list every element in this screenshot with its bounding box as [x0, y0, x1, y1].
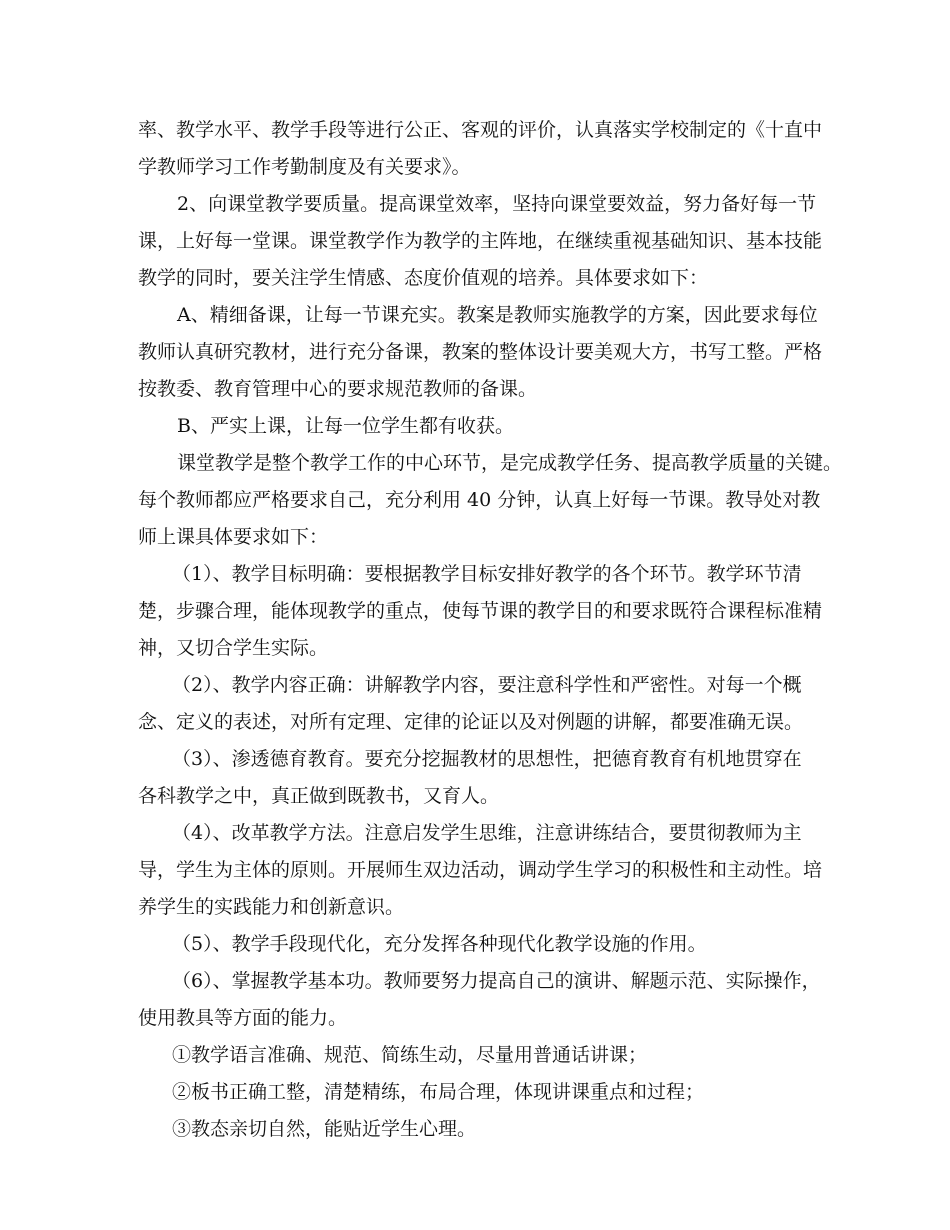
text-line: 2、向课堂教学要质量。提高课堂效率，坚持向课堂要效益，努力备好每一节: [177, 193, 817, 215]
text-line: 使用教具等方面的能力。: [138, 1007, 348, 1029]
text-line: ③教态亲切自然，能贴近学生心理。: [172, 1118, 477, 1140]
text-line: 课，上好每一堂课。课堂教学作为教学的主阵地，在继续重视基础知识、基本技能: [138, 230, 823, 252]
text-line: （4）、改革教学方法。注意启发学生思维，注意讲练结合，要贯彻教师为主: [172, 822, 802, 844]
text-line: 楚，步骤合理，能体现教学的重点，使每节课的教学目的和要求既符合课程标准精: [138, 600, 823, 622]
text-line: 课堂教学是整个教学工作的中心环节，是完成教学任务、提高教学质量的关键。: [177, 452, 843, 474]
text-line: 按教委、教育管理中心的要求规范教师的备课。: [138, 378, 538, 400]
text-line: 养学生的实践能力和创新意识。: [138, 896, 405, 918]
text-line: 师上课具体要求如下：: [138, 526, 329, 548]
text-line: 导，学生为主体的原则。开展师生双边活动，调动学生学习的积极性和主动性。培: [138, 859, 823, 881]
text-line: 神，又切合学生实际。: [138, 637, 329, 659]
text-line: ①教学语言准确、规范、简练生动，尽量用普通话讲课；: [172, 1044, 648, 1066]
text-line: 教学的同时，要关注学生情感、态度价值观的培养。具体要求如下：: [138, 267, 709, 289]
text-line: ②板书正确工整，清楚精练，布局合理，体现讲课重点和过程；: [172, 1081, 705, 1103]
text-line: A、精细备课，让每一节课充实。教案是教师实施教学的方案，因此要求每位: [177, 304, 818, 326]
text-line: 教师认真研究教材，进行充分备课，教案的整体设计要美观大方，书写工整。严格: [138, 341, 823, 363]
text-line: 念、定义的表述，对所有定理、定律的论证以及对例题的讲解，都要准确无误。: [138, 711, 804, 733]
text-line: 学教师学习工作考勤制度及有关要求》。: [138, 156, 471, 178]
text-line: （3）、渗透德育教育。要充分挖掘教材的思想性，把德育教育有机地贯穿在: [172, 748, 802, 770]
text-line: 率、教学水平、教学手段等进行公正、客观的评价，认真落实学校制定的《十直中: [138, 119, 823, 141]
text-line: （6）、掌握教学基本功。教师要努力提高自己的演讲、解题示范、实际操作，: [172, 970, 821, 992]
text-line: 每个教师都应严格要求自己，充分利用 40 分钟，认真上好每一节课。教导处对教: [138, 489, 821, 511]
text-line: 各科教学之中，真正做到既教书，又育人。: [138, 785, 500, 807]
text-line: （5）、教学手段现代化，充分发挥各种现代化教学设施的作用。: [172, 933, 707, 955]
text-line: （1）、教学目标明确：要根据教学目标安排好教学的各个环节。教学环节清: [172, 563, 802, 585]
text-line: B、严实上课，让每一位学生都有收获。: [177, 415, 514, 437]
text-line: （2）、教学内容正确：讲解教学内容，要注意科学性和严密性。对每一个概: [172, 674, 802, 696]
